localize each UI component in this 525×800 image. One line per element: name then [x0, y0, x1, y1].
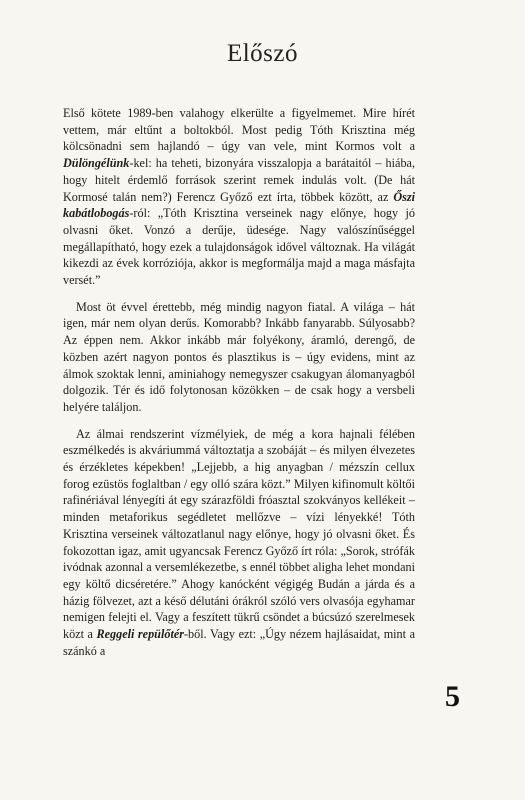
paragraph-1-text-3: -ról: „Tóth Krisztina verseinek nagy előnye, hogy jó olvasni őket. Vonzó a derűje, üdesége. Nagy valószínűséggel megállapítható, hogy ezek a tulajdonságok idővel változnak. Ha világát kikezdi az évek korróziója, akkor is megformálja majd a maga másfajta versét.” — [63, 206, 415, 288]
book-title-reggeli-repuloter: Reggeli repülőtér — [96, 627, 184, 642]
page-number: 5 — [445, 680, 460, 713]
paragraph-1-text-2: -kel: ha teheti, bizonyára visszalopja a barátaitól – hiába, hogy hitelt érdemlő források szerint remek indulás volt. (De hát Kormosé talán nem?) Ferencz Győző ezt írta, többek között, az — [63, 156, 415, 204]
paragraph-2-text: Most öt évvel érettebb, még mindig nagyon fiatal. A világa – hát igen, már nem olyan derűs. Komorabb? Inkább fanyarabb. Súlyosabb? Az éppen nem. Akkor inkább már folyékony, áramló, derengő, de közben azért nagyon pontos és plasztikus is – úgy evidens, mint az álmok szoktak lenni, aminiahogy nemegyszer csakugyan álomanyagból dolgozik. Tér és idő folytonosan közökken – de csak hogy a versbeli helyére találjon. — [63, 299, 415, 414]
paragraph-3 — [63, 426, 415, 660]
paragraph-3-text-1: Az álmai rendszerint vízmélyiek, de még a kora hajnali félében eszmélkedés is akváriummá változtatja a szobáját – és milyen élvezetes és érzékletes képekben! „Lejjebb, a hig anyagban / mézszín cellux forog ezüstös foglaltban / egy olló szára közt.” Milyen kifinomult költői rafinériával lényegíti át egy szárazföldi fróasztal szokványos kellékeit – minden metaforikus segédletet mellőzve – vízi lényekké! Tóth Krisztina verseinek változatlanul nagy előnye, hogy jó olvasni őket. És fokozottan igaz, amit ugyancsak Ferencz Győző írt róla: „Sorok, strófák ivódnak azonnal a versemlékezetbe, s ennél többet aligha lehet mondani egy költő dicséretére.” Ahogy kanócként végigég Budán a járda és a házig fölvezet, azt a késő délutáni órákról szóló vers olvasója egyhamar nemigen felejti el. Vagy a feszített tükrű csöndet a búcsúzó szerelmesek közt a — [63, 426, 415, 642]
page-title: Előszó — [226, 40, 299, 67]
paragraph-1 — [63, 105, 415, 289]
paragraph-2 — [63, 299, 415, 416]
body-text — [63, 105, 415, 660]
paragraph-3-text-2: -ből. Vagy ezt: „Úgy nézem hajlásaidat, mint a szánkó a — [63, 627, 415, 658]
paragraph-1-text-1: Első kötete 1989-ben valahogy elkerülte a figyelmemet. Mire hírét vettem, már eltűnt a boltokból. Most pedig Tóth Krisztina még kölcsönadni sem hajlandó – úgy van vele, mint Kormos volt a — [63, 106, 415, 154]
book-title-dulongelunk: Dülöngélünk — [63, 156, 130, 171]
book-title-oszi-kabatlobogas: Őszi kabátlobogás — [63, 189, 415, 221]
